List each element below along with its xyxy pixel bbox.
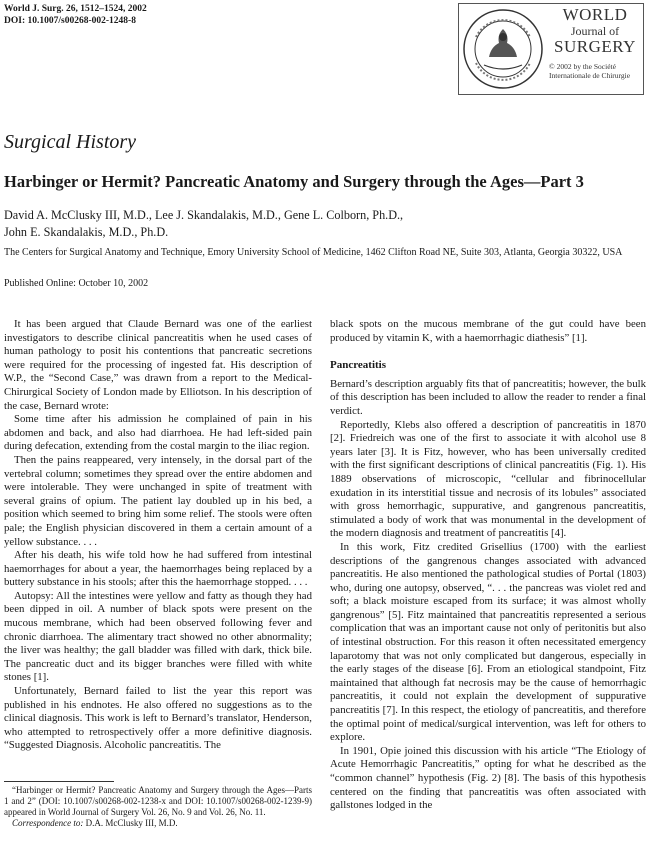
journal-name-line2: Journal of	[570, 24, 620, 38]
quote-paragraph: Then the pains reappeared, very intensely, in the dorsal part of the vertebral column; sometimes they spread over the entire abdomen and were intolerable. They were unchanged in spite of treatment with several grains of opium. The patient lay doubled up in his bed, a position which seemed to bring him some relief. The stools were often pale; the English physician discovered in them a certain amount of a yellow substance. . . .	[4, 453, 312, 548]
journal-copyright	[547, 62, 643, 80]
footnote	[4, 785, 312, 829]
society-seal-icon	[462, 7, 544, 91]
footnote-divider	[4, 781, 114, 782]
correspondence-label: Correspondence to:	[12, 818, 84, 828]
paragraph: Reportedly, Klebs also offered a description of pancreatitis in 1870 [2]. Friedreich was one of the first to associate it with alcohol use 8 years later [3]. It is Fitz, however, who has been universally credited with the first significant descriptions of clinical pancreatitis (Fig. 1). His 1889 observations of microscopic, “cellular and fibrinocellular exudation in its interstitial tissue and necrosis of its lobules” associated with gross hemorrhagic, suppurative, and gangrenous pancreatitis, stimulated a body of work that was monumental in the development of the modern diagnosis and treatment of pancreatitis [4].	[330, 418, 646, 540]
quote-paragraph: After his death, his wife told how he had suffered from intestinal haemorrhages for about a year, the haemorrhages being replaced by a buttery substance in his stools; after this the haemorrhage stopped. . . .	[4, 549, 312, 589]
journal-name	[547, 6, 643, 80]
journal-name-line1: WORLD	[562, 5, 628, 24]
section-heading: Pancreatitis	[330, 359, 387, 372]
journal-citation: World J. Surg. 26, 1512–1524, 2002	[4, 4, 147, 14]
journal-name-line3: SURGERY	[554, 37, 636, 56]
paragraph: In 1901, Opie joined this discussion with his article “The Etiology of Acute Hemorrhagic Pancreatitis,” opting for what he described as the “common channel” hypothesis (Fig. 2) [8]. The basis of this hypothesis centered on the finding that pancreatitis was often associated with gallstones lodged in the	[330, 744, 646, 812]
article-title: Harbinger or Hermit? Pancreatic Anatomy and Surgery through the Ages—Part 3	[4, 172, 584, 191]
paragraph: Bernard’s description arguably fits that of pancreatitis; however, the bulk of this description has been included to allow the reader to render a final verdict.	[330, 377, 646, 417]
doi: DOI: 10.1007/s00268-002-1248-8	[4, 16, 136, 26]
footnote-text: “Harbinger or Hermit? Pancreatic Anatomy and Surgery through the Ages—Parts 1 and 2” (DOI: 10.1007/s00268-002-1238-x and DOI: 10.1007/s00268-002-1239-9) appeared in World Journal of Surgery Vol. 26, No. 9 and Vol. 26, No. 11.	[4, 785, 312, 817]
copyright-line2: Internationale de Chirurgie	[549, 71, 631, 80]
correspondence-name: D.A. McClusky III, M.D.	[85, 818, 178, 828]
authors-line2: John E. Skandalakis, M.D., Ph.D.	[4, 225, 169, 239]
author-list	[4, 207, 524, 241]
affiliation: The Centers for Surgical Anatomy and Technique, Emory University School of Medicine, 1462 Clifton Road NE, Suite 303, Atlanta, Georgia 30322, USA	[4, 247, 623, 258]
copyright-line1: © 2002 by the Société	[549, 62, 616, 71]
left-column	[4, 318, 312, 753]
journal-logo	[458, 3, 644, 95]
right-column	[330, 318, 646, 813]
correspondence	[4, 818, 312, 829]
quote-paragraph: Some time after his admission he complained of pain in his abdomen and back, and also had diarrhoea. He had left-sided pain during defecation, extending from the costal margin to the iliac region.	[4, 413, 312, 453]
paragraph: Unfortunately, Bernard failed to list the year this report was published in his endnotes. He also offered no suggestions as to the clinical diagnosis. This work is left to Bernard’s translator, Henderson, who attempted to retrospectively offer a more definitive diagnosis. “Suggested Diagnosis. Alcoholic pancreatitis. The	[4, 685, 312, 752]
section-label: Surgical History	[4, 131, 137, 153]
paragraph: In this work, Fitz credited Grisellius (1700) with the earliest descriptions of the gangrenous changes associated with advanced pancreatitis. He also mentioned the pathological studies of Portal (1803) who, during one autopsy, observed, “. . . the pancreas was violet red and soft; a black moisture escaped from its surface; it was almost wholly gangrenous” [5]. Fitz maintained that pancreatitis represented a serious complication that was an important cause not only of peritonitis but also of intestinal obstruction. For this reason it often necessitated emergency laparotomy that was not only complicated but dangerous, especially in the early stages of the disease [6]. From an etiological standpoint, Fitz maintained that although fat necrosis may be the cause of hemorrhagic pancreatitis, it could not explain the development of suppurative pancreatitis [7]. In this respect, the etiology of pancreatitis, and therefore the optimal point of medical/surgical intervention, was left for others to explore.	[330, 540, 646, 744]
quote-paragraph: Autopsy: All the intestines were yellow and fatty as though they had been dipped in oil. A number of black spots were present on the mucous membrane, which had been observed following fever and chronic diarrhoea. The alimentary tract showed no other abnormality; the liver was healthy; the gall bladder was filled with dark, thick bile. The pancreatic duct and its bigger branches were filled with white stones [1].	[4, 589, 312, 684]
authors-line1: David A. McClusky III, M.D., Lee J. Skandalakis, M.D., Gene L. Colborn, Ph.D.,	[4, 208, 404, 222]
continued-paragraph: black spots on the mucous membrane of the gut could have been produced by vitamin K, with a haemorrhagic diathesis” [1].	[330, 318, 646, 344]
citation-header	[4, 3, 147, 27]
published-date: Published Online: October 10, 2002	[4, 278, 149, 289]
paragraph: It has been argued that Claude Bernard was one of the earliest investigators to describe clinical pancreatitis when he used cases of human pathology to posit his contentions that pancreatic secretions were required for the processing of ingested fat. His description of W.P., the “Second Case,” was drawn from a report to the Medical-Chirurgical Society of London made by Elliotson. In his description of the case, Bernard wrote:	[4, 318, 312, 412]
